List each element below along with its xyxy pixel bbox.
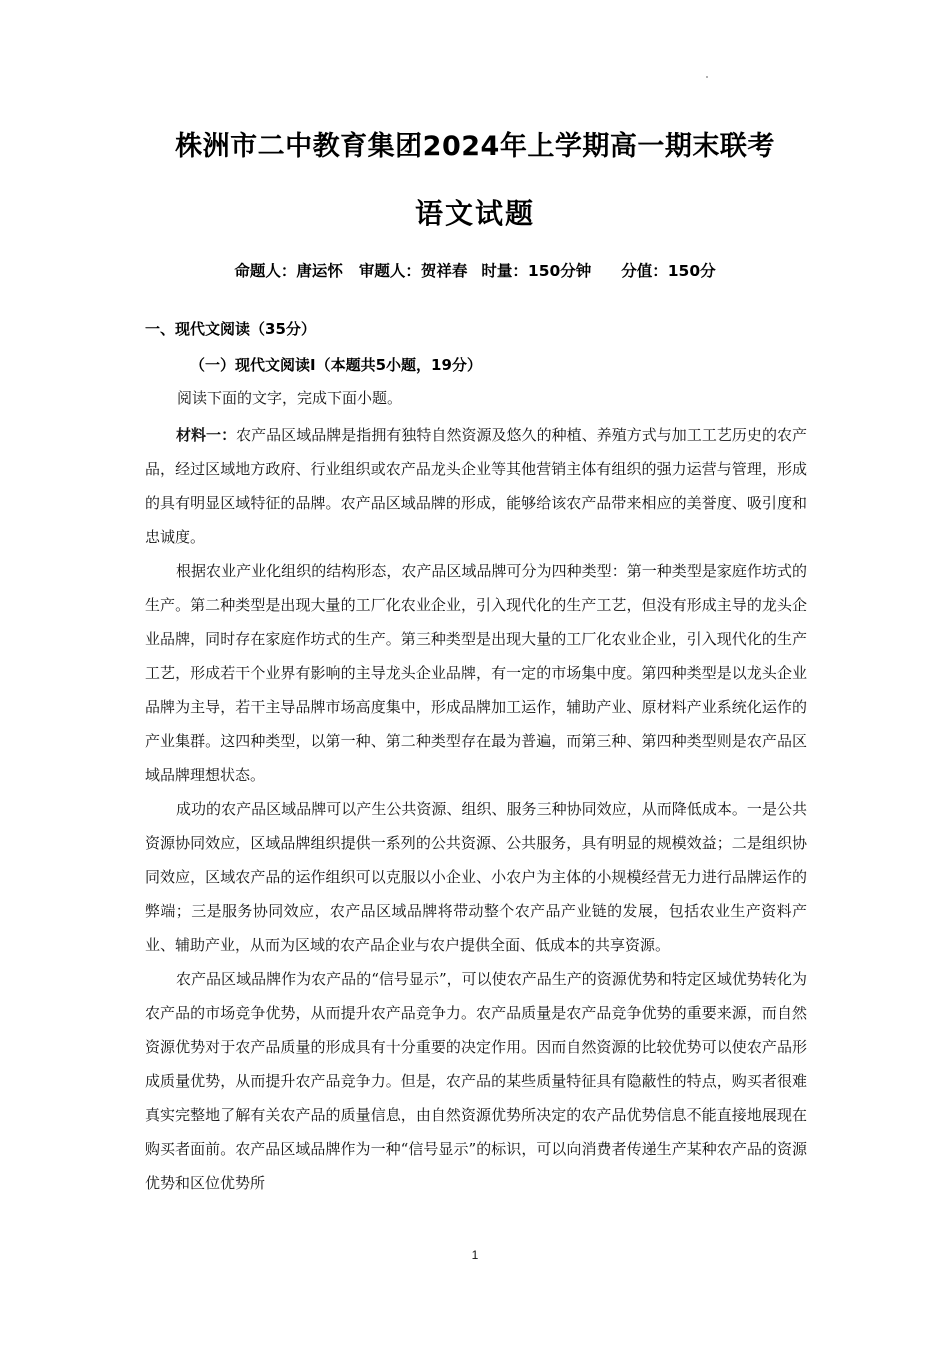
score-info: 分值：150分: [621, 262, 716, 280]
exam-subject-title: 语文试题: [414, 197, 535, 230]
exam-title: 株洲市二中教育集团2024年上学期高一期末联考: [175, 131, 775, 162]
scan-dot: [706, 76, 708, 78]
reading-instruction: 阅读下面的文字，完成下面小题。: [177, 389, 403, 407]
passage-paragraph: 成功的农产品区域品牌可以产生公共资源、组织、服务三种协同效应，从而降低成本。一是公共资源协同效应，区域品牌组织提供一系列的公共资源、公共服务，具有明显的规模效益；二是组织协同效应，区域农产品的运作组织可以克服以小企业、小农户为主体的小规模经营无力进行品牌运作的弊端；三是服务协同效应，农产品区域品牌将带动整个农产品产业链的发展，包括农业生产资料产业、辅助产业，从而为区域的农产品企业与农户提供全面、低成本的共享资源。: [145, 800, 807, 954]
setter-info: 命题人：唐运怀: [234, 262, 343, 280]
duration-info: 时量：150分钟: [481, 262, 592, 280]
passage-paragraph: 根据农业产业化组织的结构形态，农产品区域品牌可分为四种类型：第一种类型是家庭作坊式的生产。第二种类型是出现大量的工厂化农业企业，引入现代化的生产工艺，但没有形成主导的龙头企业品牌，同时存在家庭作坊式的生产。第三种类型是出现大量的工厂化农业企业，引入现代化的生产工艺，形成若干个业界有影响的主导龙头企业品牌，有一定的市场集中度。第四种类型是以龙头企业品牌为主导，若干主导品牌市场高度集中，形成品牌加工运作，辅助产业、原材料产业系统化运作的产业集群。这四种类型，以第一种、第二种类型存在最为普遍，而第三种、第四种类型则是农产品区域品牌理想状态。: [145, 562, 807, 784]
passage-paragraph: 农产品区域品牌作为农产品的“信号显示”，可以使农产品生产的资源优势和特定区域优势转化为农产品的市场竞争优势，从而提升农产品竞争力。农产品质量是农产品竞争优势的重要来源，而自然资源优势对于农产品质量的形成具有十分重要的决定作用。因而自然资源的比较优势可以使农产品形成质量优势，从而提升农产品竞争力。但是，农产品的某些质量特征具有隐蔽性的特点，购买者很难真实完整地了解有关农产品的质量信息，由自然资源优势所决定的农产品优势信息不能直接地展现在购买者面前。农产品区域品牌作为一种“信号显示”的标识，可以向消费者传递生产某种农产品的资源优势和区位优势所: [145, 970, 807, 1192]
exam-meta-line: [0, 259, 950, 281]
passage-paragraph: [145, 418, 807, 554]
page-number: 1: [471, 1248, 479, 1262]
material-label: 材料一：: [176, 426, 237, 444]
reviewer-info: 审题人：贺祥春: [358, 262, 468, 280]
paragraph-text: 农产品区域品牌是指拥有独特自然资源及悠久的种植、养殖方式与加工工艺历史的农产品，经过区域地方政府、行业组织或农产品龙头企业等其他营销主体有组织的强力运营与管理，形成的具有明显区域特征的品牌。农产品区域品牌的形成，能够给该农产品带来相应的美誉度、吸引度和忠诚度。: [145, 426, 807, 546]
section-heading: 一、现代文阅读（35分）: [145, 320, 316, 338]
passage-body: [145, 418, 807, 1200]
subsection-heading: （一）现代文阅读Ⅰ（本题共5小题，19分）: [190, 356, 482, 374]
